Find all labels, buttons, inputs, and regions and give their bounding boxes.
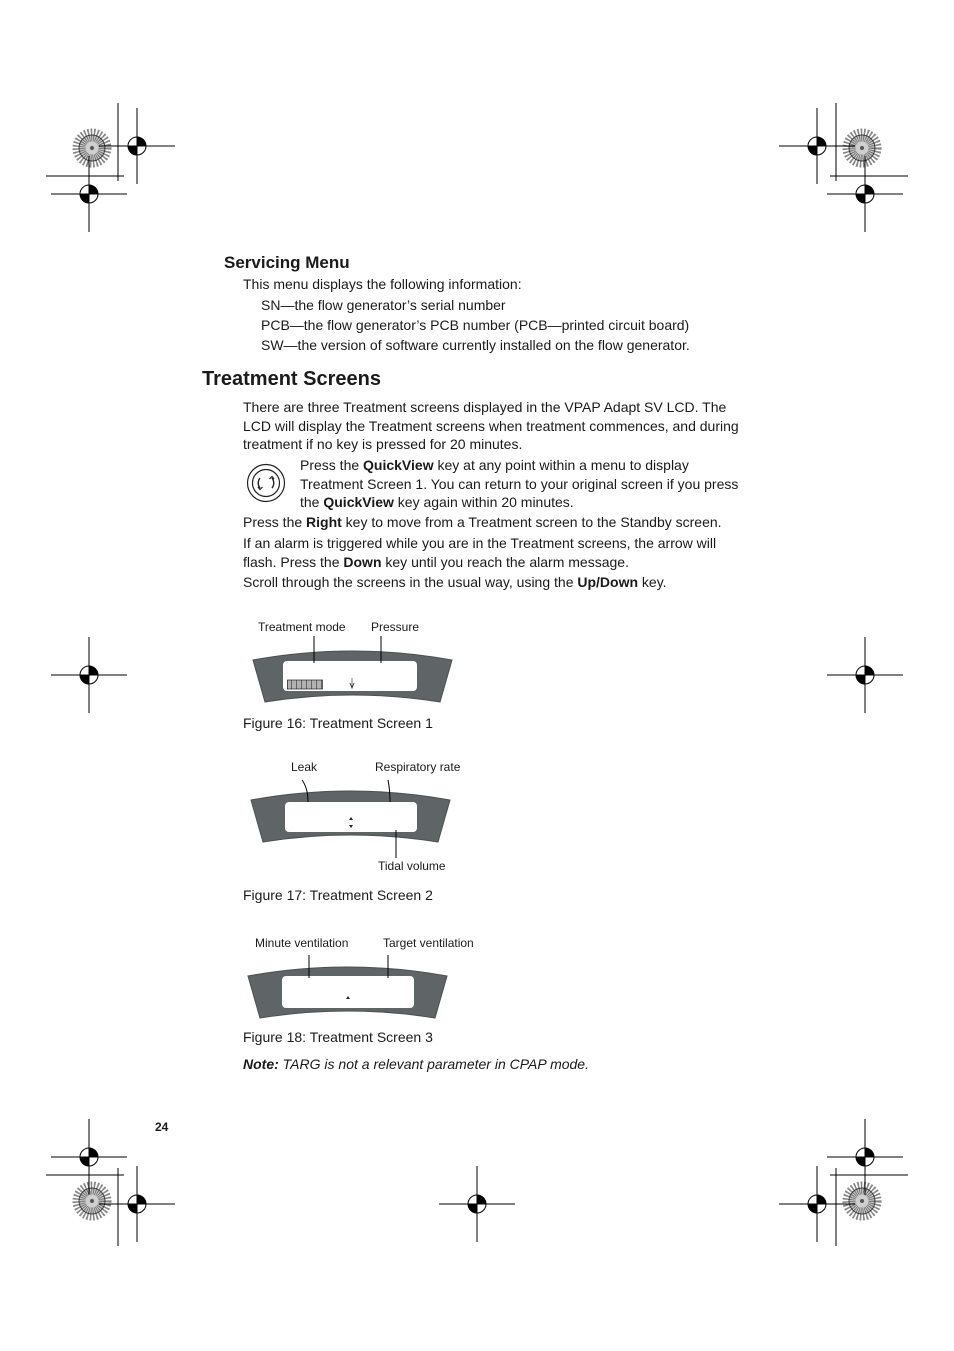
quickview-key-label: QuickView <box>363 457 434 473</box>
servicing-menu-heading: Servicing Menu <box>224 253 350 272</box>
alarm-paragraph: If an alarm is triggered while you are in the Treatment screens, the arrow will flash. Press the Down key until you reach the alarm message. <box>243 535 717 570</box>
note-text: TARG is not a relevant parameter in CPAP mode. <box>278 1056 589 1072</box>
lcd-treatment-screen-1 <box>250 636 455 708</box>
note <box>243 1055 589 1073</box>
lcd-treatment-screen-2 <box>248 776 453 860</box>
label-target-ventilation: Target ventilation <box>383 936 474 950</box>
figure-17-caption: Figure 17: Treatment Screen 2 <box>243 887 433 903</box>
label-leak: Leak <box>291 760 318 774</box>
label-treatment-mode: Treatment mode <box>258 620 346 634</box>
right-key-paragraph: Press the Right key to move from a Treatment screen to the Standby screen. <box>243 514 722 530</box>
scroll-paragraph: Scroll through the screens in the usual way, using the Up/Down key. <box>243 574 667 590</box>
treatment-intro-paragraph: There are three Treatment screens displayed in the VPAP Adapt SV LCD. The LCD will display the Treatment screens when treatment commences, and during treatment if no key is pressed for 20 minutes. <box>243 399 739 452</box>
treatment-screens-heading: Treatment Screens <box>202 368 381 390</box>
figure-18-caption: Figure 18: Treatment Screen 3 <box>243 1029 433 1045</box>
lcd-treatment-screen-3 <box>245 952 450 1024</box>
servicing-menu-intro: This menu displays the following information: <box>243 276 522 292</box>
label-tidal-volume: Tidal volume <box>378 859 446 873</box>
down-key-label: Down <box>343 553 382 570</box>
note-label: Note: <box>243 1056 279 1072</box>
servicing-item-pcb: PCB—the flow generator’s PCB number (PCB—printed circuit board) <box>261 317 690 333</box>
quickview-paragraph: Press the QuickView key at any point within a menu to display Treatment Screen 1. You can return to your original screen if you press the QuickView key again within 20 minutes. <box>300 457 739 510</box>
servicing-item-sn: SN—the flow generator’s serial number <box>261 297 506 313</box>
label-minute-ventilation: Minute ventilation <box>255 936 349 950</box>
up-down-key-label: Up/Down <box>577 574 639 590</box>
page-number: 24 <box>155 1120 169 1134</box>
label-respiratory-rate: Respiratory rate <box>375 760 461 774</box>
quickview-key-icon <box>246 462 286 504</box>
figure-16-caption: Figure 16: Treatment Screen 1 <box>243 715 433 731</box>
label-pressure: Pressure <box>371 620 420 634</box>
quickview-key-label-2: QuickView <box>323 494 394 510</box>
right-key-label: Right <box>306 514 342 530</box>
servicing-item-sw: SW—the version of software currently installed on the flow generator. <box>261 337 690 353</box>
